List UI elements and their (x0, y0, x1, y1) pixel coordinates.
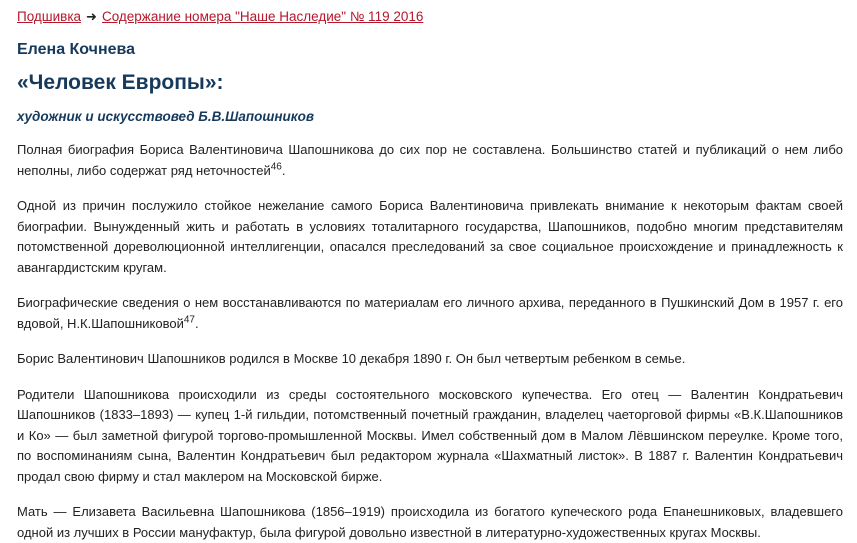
article-paragraph (17, 293, 843, 334)
arrow-right-icon: ➜ (86, 9, 97, 24)
article-paragraph (17, 140, 843, 181)
footnote-ref[interactable]: 47 (183, 314, 195, 326)
paragraph-text: Родители Шапошникова происходили из среды состоятельного московского купечества. Его отец — Валентин Кондратьевич Шапошников (1833–1893) — купец 1-й гильдии, потомственный почетный гражданин, владелец чаеторговой фирмы «В.К.Шапошников и Ко» — был заметной фигурой торгово-промышленной Москвы. Имел собственный дом в Малом Лёвшинском переулке. Кроме того, по воспоминаниям сына, Валентин Кондратьевич был редактором журнала «Шахматный листок». В 1887 г. Валентин Кондратьевич продал свою фирму и стал маклером на Московской бирже. (17, 386, 843, 484)
paragraph-text: Мать — Елизавета Васильевна Шапошникова (1856–1919) происходила из богатого купеческого рода Епанешниковых, владевшего одной из лучших в России мануфактур, была фигурой довольно известной в литературно-художественных кругах Москвы. (17, 504, 843, 540)
paragraph-text: Борис Валентинович Шапошников родился в Москве 10 декабря 1890 г. Он был четвертым ребенком в семье. (17, 351, 686, 366)
breadcrumb (17, 8, 843, 26)
paragraph-tail: . (194, 315, 199, 331)
breadcrumb-link-issue[interactable]: Содержание номера "Наше Наследие" № 119 2016 (101, 9, 424, 24)
article-subtitle: художник и искусствовед Б.В.Шапошников (17, 109, 314, 124)
article-author: Елена Кочнева (17, 41, 136, 58)
paragraph-tail: . (281, 162, 286, 178)
paragraph-text: Полная биография Бориса Валентиновича Шапошникова до сих пор не составлена. Большинство статей и публикаций о нем либо неполны, либо содержат ряд неточностей (17, 142, 843, 178)
article-paragraph (17, 349, 843, 370)
article-paragraph (17, 385, 843, 488)
breadcrumb-link-root[interactable]: Подшивка (17, 9, 82, 24)
paragraph-text: Биографические сведения о нем восстанавливаются по материалам его личного архива, переданного в Пушкинский Дом в 1957 г. его вдовой, Н.К.Шапошниковой (17, 295, 843, 331)
paragraph-text: Одной из причин послужило стойкое нежелание самого Бориса Валентиновича привлекать внимание к некоторым фактам своей биографии. Вынужденный жить и работать в условиях тоталитарного государства, Шапошников, подобно многим представителям потомственной дореволюционной интеллигенции, опасался преследований за свое социальное происхождение и принадлежность к авангардистским кругам. (17, 198, 843, 275)
article-paragraph (17, 502, 843, 543)
footnote-ref[interactable]: 46 (270, 161, 282, 173)
article-title: «Человек Европы»: (17, 71, 224, 94)
article-paragraph (17, 196, 843, 278)
